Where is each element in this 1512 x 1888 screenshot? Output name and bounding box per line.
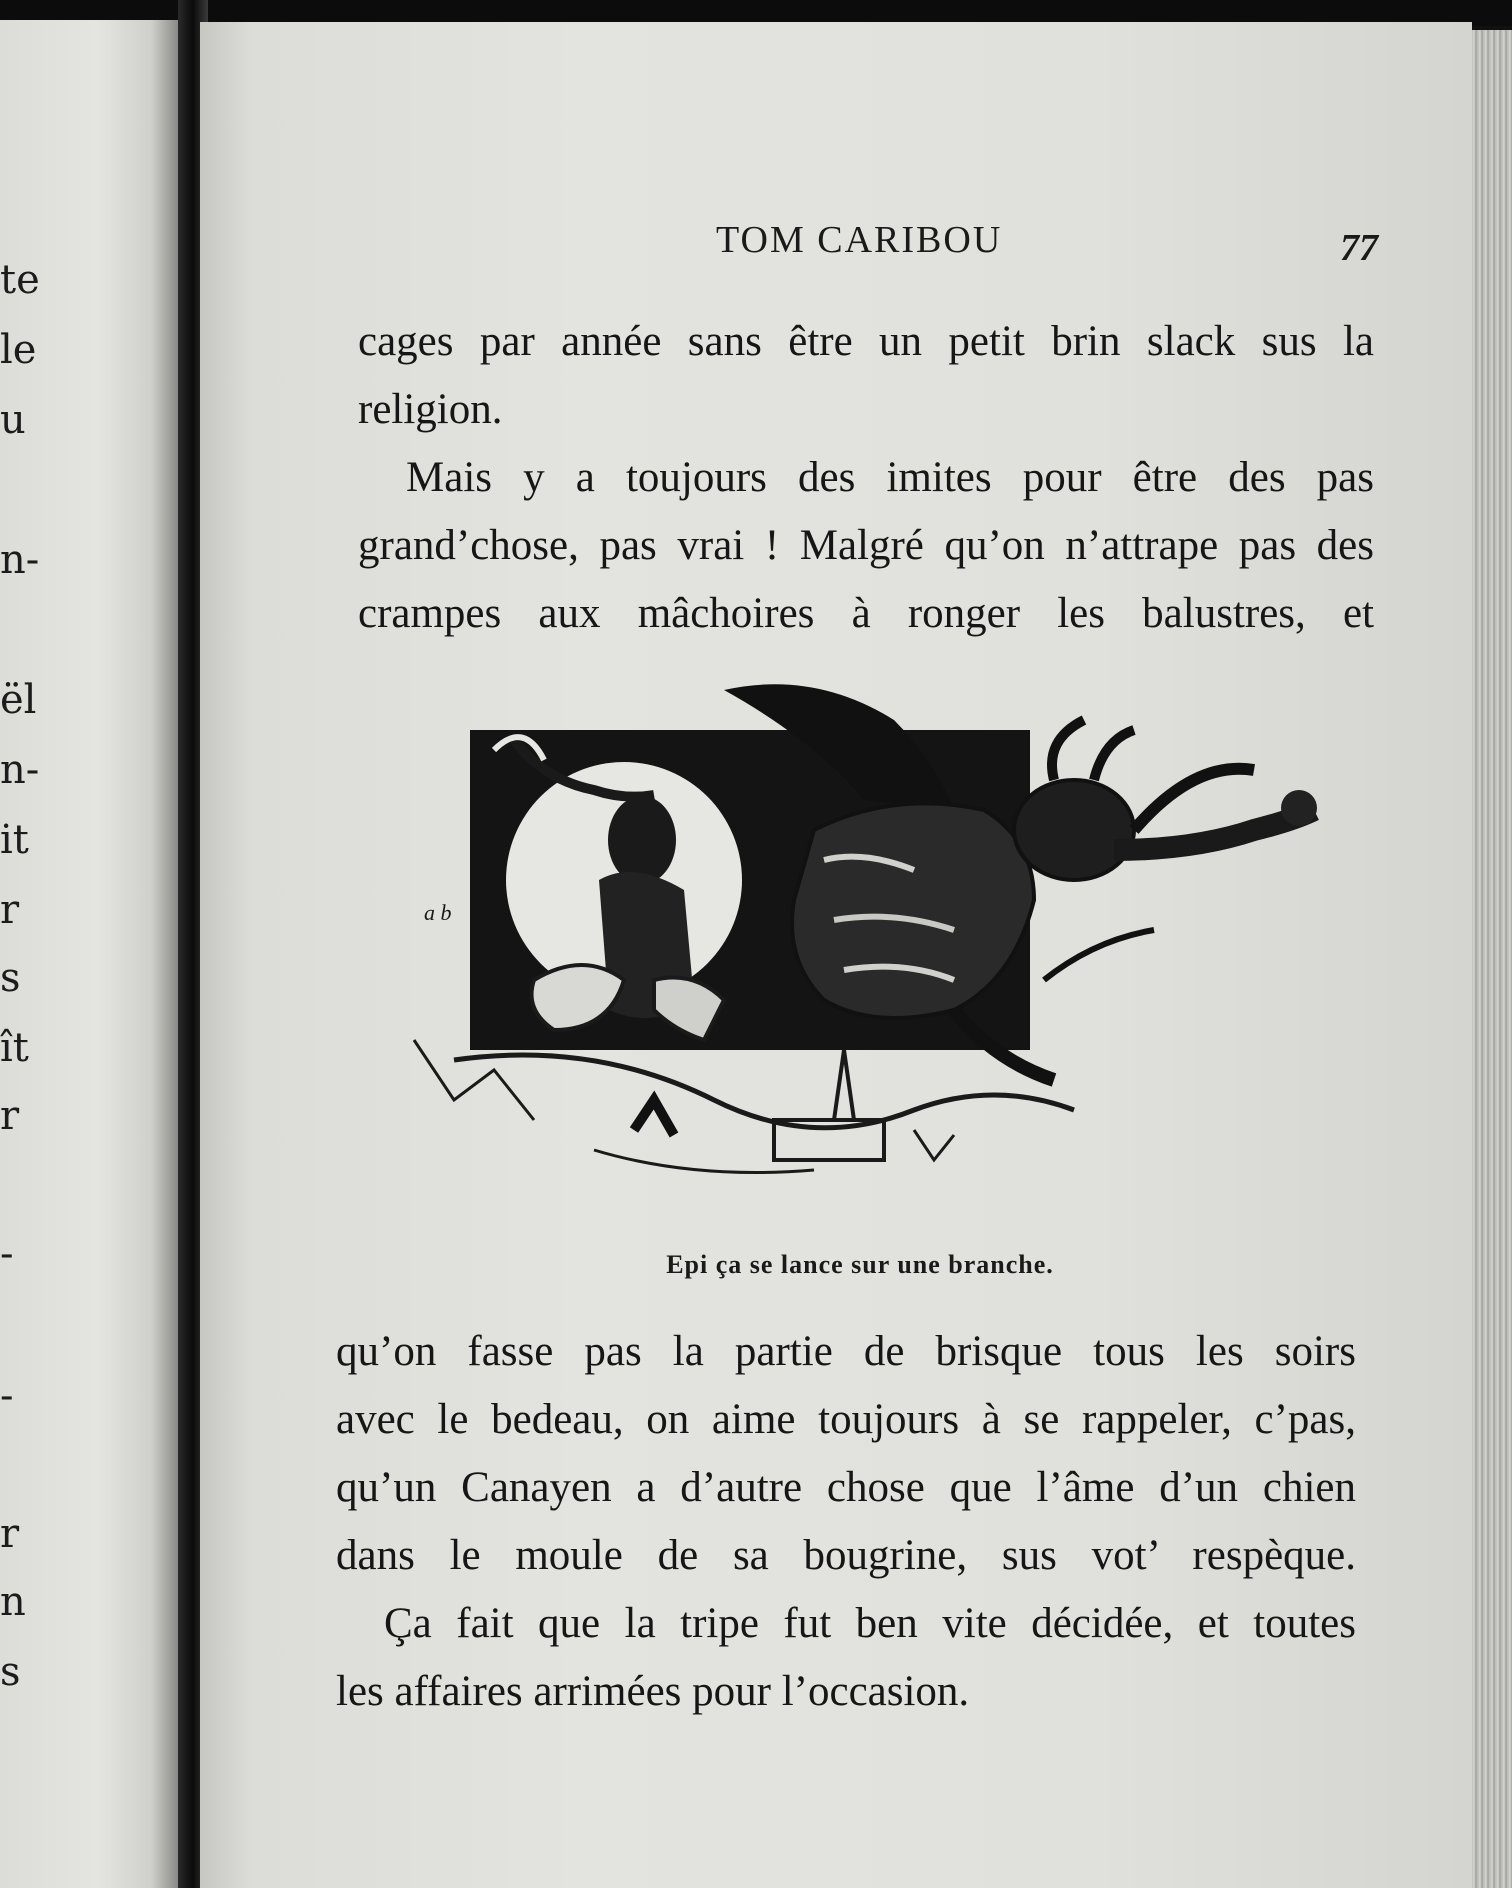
text-line: grand’chose, pas vrai ! Malgré qu’on n’attrape pas des [358,522,1374,569]
left-fragment: n- [0,537,40,583]
flying-devil-illustration [394,680,1340,1220]
text-line: Ça fait que la tripe fut ben vite décidée, et toutes [384,1600,1356,1647]
left-page-text-fragments [0,20,178,1888]
left-fragment: n [0,1579,26,1625]
left-fragment: n- [0,747,40,793]
left-fragment: u [0,397,26,443]
text-line: cages par année sans être un petit brin slack sus la [358,318,1374,365]
left-fragment: r [0,887,20,933]
left-fragment: r [0,1093,20,1139]
page-number: 77 [1340,227,1378,269]
artist-signature: a b [424,900,452,925]
body-text-top [358,308,1374,648]
illustration-caption: Epi ça se lance sur une branche. [666,1250,1054,1279]
left-fragment: - [0,1373,14,1419]
left-facing-page [0,20,178,1888]
left-fragment: r [0,1511,20,1557]
left-fragment: te [0,257,40,303]
running-head: TOM CARIBOU [716,219,1003,261]
left-fragment: - [0,1231,14,1277]
text-line: dans le moule de sa bougrine, sus vot’ respèque. [336,1532,1356,1579]
text-line: Mais y a toujours des imites pour être des pas [406,454,1374,501]
text-line: les affaires arrimées pour l’occasion. [336,1668,970,1715]
page-stack-edge [1472,30,1512,1888]
left-fragment: ël [0,677,37,723]
text-line: crampes aux mâchoires à ronger les balustres, et [358,590,1374,637]
left-fragment: it [0,817,29,863]
text-line: religion. [358,386,503,433]
left-fragment: s [0,955,21,1001]
left-fragment: le [0,327,37,373]
left-fragment: ît [0,1025,29,1071]
text-line: qu’un Canayen a d’autre chose que l’âme d’un chien [336,1464,1356,1511]
left-fragment: s [0,1649,21,1695]
village-landscape [414,1040,1074,1173]
text-line: qu’on fasse pas la partie de brisque tous les soirs [336,1328,1356,1375]
text-line: avec le bedeau, on aime toujours à se rappeler, c’pas, [336,1396,1356,1443]
body-text-bottom [336,1318,1356,1726]
